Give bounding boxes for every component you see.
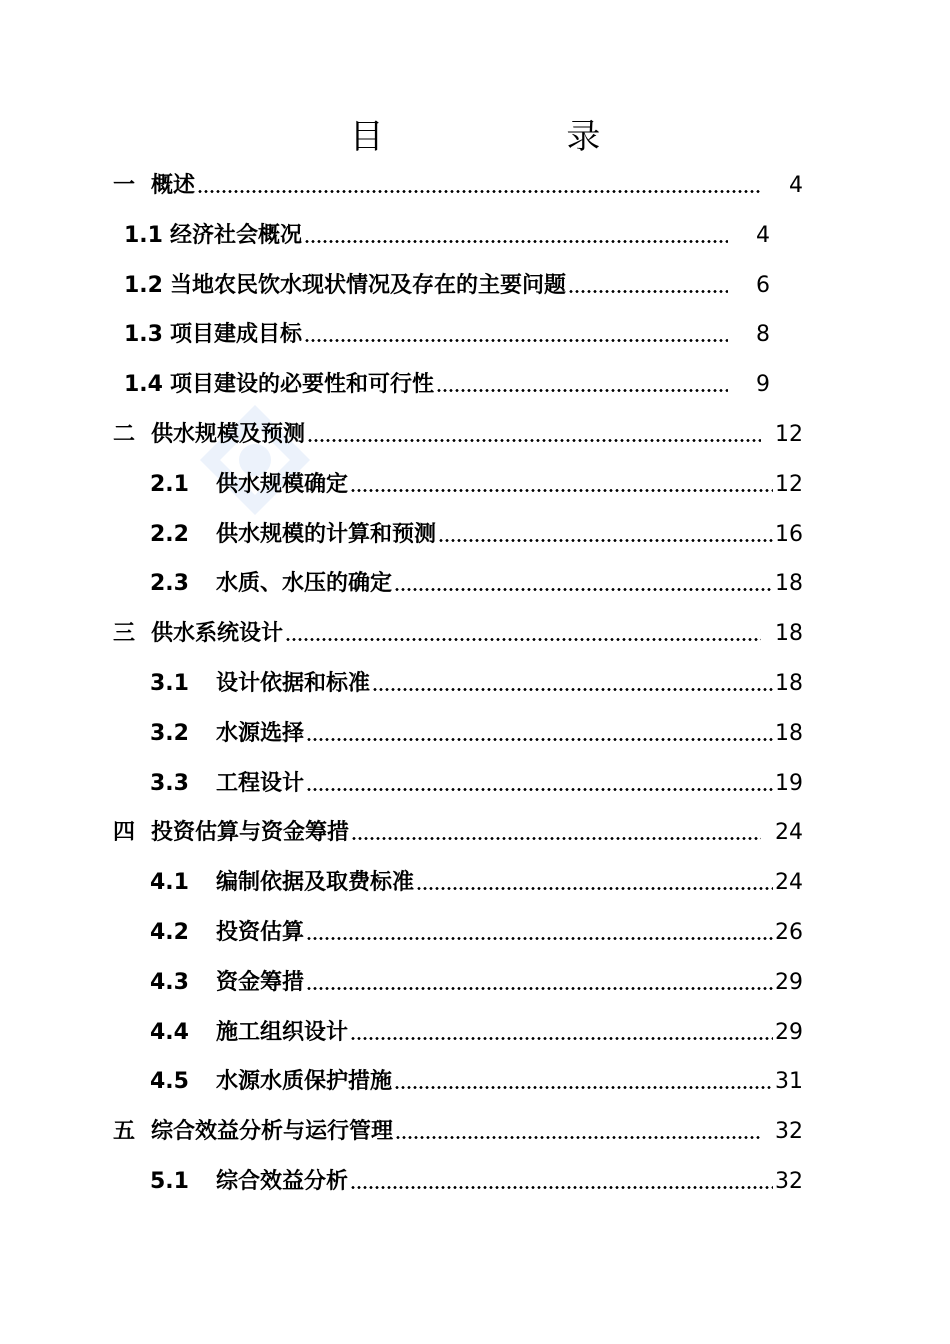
toc-entry-page-number: 18 [775, 571, 803, 596]
toc-dot-leader [306, 766, 773, 802]
toc-entry-number: 4.4 [150, 1020, 189, 1045]
toc-entry-number: 一 [113, 173, 136, 198]
toc-entry[interactable] [113, 1114, 803, 1150]
toc-dot-leader [394, 1064, 773, 1100]
toc-entry-label: 水质、水压的确定 [216, 571, 393, 596]
toc-entry[interactable] [150, 865, 803, 901]
toc-entry-label: 当地农民饮水现状情况及存在的主要问题 [170, 273, 567, 298]
toc-entry-label: 资金筹措 [216, 970, 305, 995]
toc-entry[interactable] [150, 915, 803, 951]
toc-dot-leader [306, 965, 773, 1001]
toc-entry-label: 供水规模确定 [216, 472, 349, 497]
toc-entry-label: 水源水质保护措施 [216, 1069, 393, 1094]
toc-entry-page-number: 29 [775, 1020, 803, 1045]
toc-dot-leader [438, 517, 773, 553]
toc-dot-leader [372, 666, 773, 702]
toc-entry-number: 五 [113, 1119, 136, 1144]
toc-entry[interactable] [150, 467, 803, 503]
toc-entry[interactable] [113, 616, 803, 652]
toc-entry-label: 工程设计 [216, 771, 305, 796]
toc-entry-label: 项目建设的必要性和可行性 [170, 372, 435, 397]
toc-entry[interactable] [124, 218, 770, 254]
toc-entry[interactable] [124, 317, 770, 353]
toc-entry-page-number: 9 [756, 372, 770, 397]
toc-entry[interactable] [150, 965, 803, 1001]
toc-dot-leader [304, 317, 728, 353]
toc-entry-number: 1.2 [124, 273, 163, 298]
toc-entry-number: 4.1 [150, 870, 189, 895]
toc-entry-page-number: 31 [775, 1069, 803, 1094]
toc-entry-label: 投资估算与资金筹措 [151, 820, 350, 845]
toc-entry-page-number: 12 [775, 472, 803, 497]
toc-entry-number: 四 [113, 820, 136, 845]
toc-entry-page-number: 16 [775, 522, 803, 547]
toc-entry-label: 设计依据和标准 [216, 671, 371, 696]
toc-dot-leader [306, 915, 773, 951]
toc-entry[interactable] [150, 1064, 803, 1100]
toc-dot-leader [304, 218, 728, 254]
toc-dot-leader [436, 367, 728, 403]
toc-entry-label: 供水系统设计 [151, 621, 284, 646]
toc-entry-label: 施工组织设计 [216, 1020, 349, 1045]
toc-entry-label: 综合效益分析与运行管理 [151, 1119, 394, 1144]
toc-entry-page-number: 18 [775, 721, 803, 746]
toc-entry[interactable] [150, 1164, 803, 1200]
toc-dot-leader [197, 168, 761, 204]
toc-entry-number: 3.2 [150, 721, 189, 746]
toc-entry-number: 4.5 [150, 1069, 189, 1094]
toc-entry[interactable] [124, 268, 770, 304]
toc-entry-number: 4.3 [150, 970, 189, 995]
toc-entry-number: 2.3 [150, 571, 189, 596]
toc-dot-leader [416, 865, 773, 901]
toc-entry-label: 项目建成目标 [170, 322, 303, 347]
toc-entry-page-number: 12 [775, 422, 803, 447]
toc-entry[interactable] [150, 766, 803, 802]
toc-entry[interactable] [150, 666, 803, 702]
toc-entry-page-number: 19 [775, 771, 803, 796]
toc-entry-number: 1.3 [124, 322, 163, 347]
toc-entry-page-number: 18 [775, 621, 803, 646]
toc-dot-leader [394, 566, 773, 602]
toc-entry-number: 1.4 [124, 372, 163, 397]
toc-dot-leader [307, 417, 761, 453]
toc-entry-number: 二 [113, 422, 136, 447]
toc-entry-page-number: 8 [756, 322, 770, 347]
toc-entry[interactable] [150, 716, 803, 752]
toc-dot-leader [351, 815, 761, 851]
toc-entry-number: 2.2 [150, 522, 189, 547]
toc-entry-page-number: 6 [756, 273, 770, 298]
toc-entry-number: 5.1 [150, 1169, 189, 1194]
toc-entry[interactable] [113, 417, 803, 453]
toc-entry[interactable] [150, 566, 803, 602]
toc-dot-leader [350, 1015, 773, 1051]
toc-entry-label: 水源选择 [216, 721, 305, 746]
toc-entry-number: 3.1 [150, 671, 189, 696]
toc-dot-leader [350, 467, 773, 503]
toc-entry-number: 三 [113, 621, 136, 646]
toc-entry-page-number: 18 [775, 671, 803, 696]
toc-entry[interactable] [113, 815, 803, 851]
toc-entry-page-number: 29 [775, 970, 803, 995]
toc-entry-label: 综合效益分析 [216, 1169, 349, 1194]
toc-entry-label: 投资估算 [216, 920, 305, 945]
toc-entry-page-number: 26 [775, 920, 803, 945]
toc-entry[interactable] [124, 367, 770, 403]
toc-entry-number: 3.3 [150, 771, 189, 796]
toc-entry-number: 4.2 [150, 920, 189, 945]
toc-entry-page-number: 4 [789, 173, 803, 198]
toc-dot-leader [395, 1114, 761, 1150]
toc-entry-label: 编制依据及取费标准 [216, 870, 415, 895]
toc-entry-page-number: 32 [775, 1169, 803, 1194]
toc-dot-leader [285, 616, 761, 652]
toc-title: 目 录 [349, 117, 687, 157]
toc-entry-label: 概述 [151, 173, 196, 198]
toc-entry-page-number: 24 [775, 820, 803, 845]
toc-entry[interactable] [113, 168, 803, 204]
toc-entry-label: 供水规模的计算和预测 [216, 522, 437, 547]
toc-dot-leader [568, 268, 728, 304]
toc-entry-number: 2.1 [150, 472, 189, 497]
toc-dot-leader [306, 716, 773, 752]
toc-entry-page-number: 24 [775, 870, 803, 895]
toc-entry-page-number: 4 [756, 223, 770, 248]
toc-entry[interactable] [150, 1015, 803, 1051]
toc-entry-label: 供水规模及预测 [151, 422, 306, 447]
toc-entry-label: 经济社会概况 [170, 223, 303, 248]
toc-dot-leader [350, 1164, 773, 1200]
toc-entry-number: 1.1 [124, 223, 163, 248]
toc-entry-page-number: 32 [775, 1119, 803, 1144]
toc-entry[interactable] [150, 517, 803, 553]
